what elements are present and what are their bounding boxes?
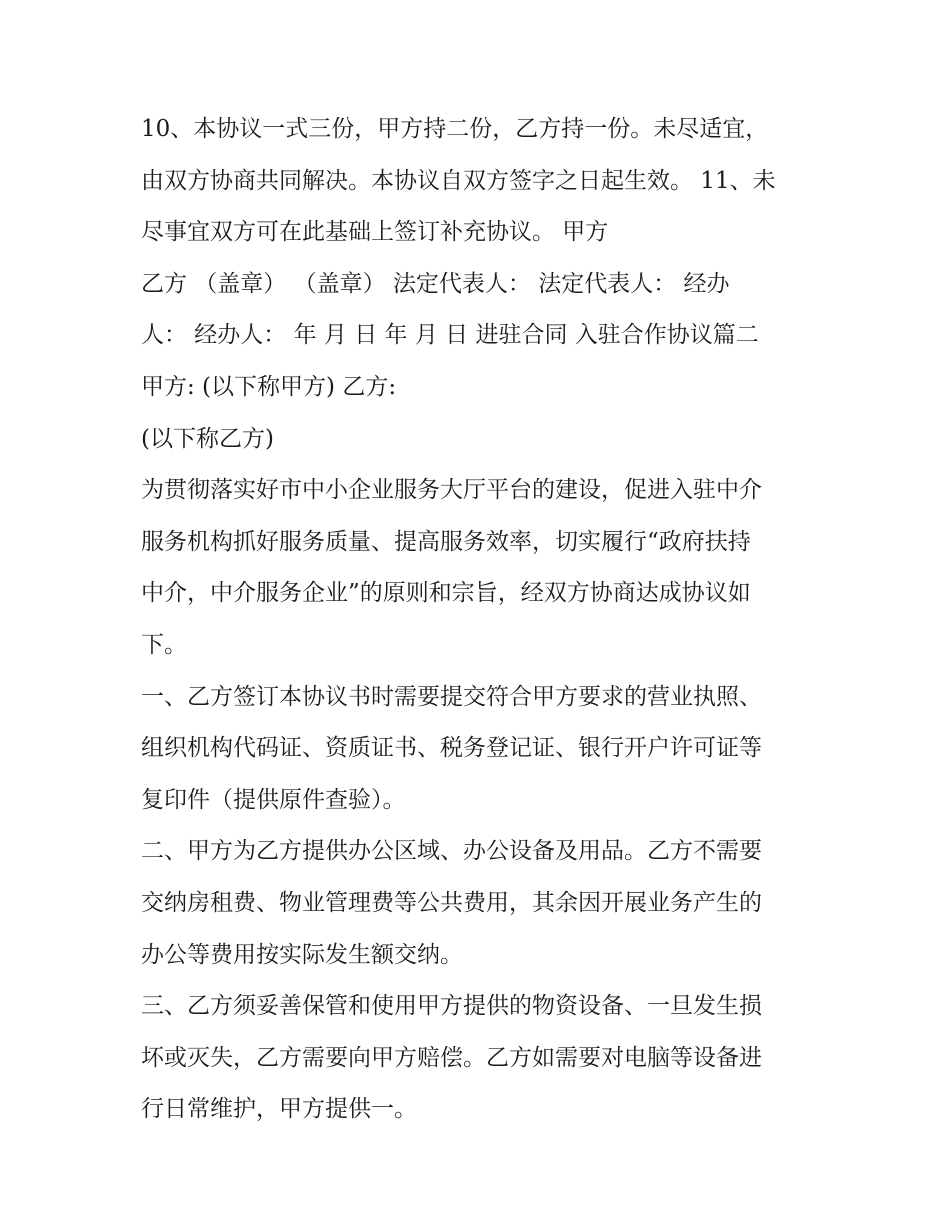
text-line: 甲方: (以下称甲方) 乙方: — [141, 373, 397, 400]
text-line: (以下称乙方) — [141, 425, 274, 452]
text-line: 尽事宜双方可在此基础上签订补充协议。 甲方 — [141, 219, 609, 246]
text-line: 一、乙方签订本协议书时需要提交符合甲方要求的营业执照、 — [141, 683, 762, 710]
text-line: 交纳房租费、物业管理费等公共费用，其余因开展业务产生的 — [141, 889, 762, 916]
text-line: 复印件（提供原件查验）。 — [141, 786, 406, 813]
text-line: 由双方协商共同解决。本协议自双方签字之日起生效。 11、未 — [141, 167, 776, 194]
text-line: 二、甲方为乙方提供办公区域、办公设备及用品。乙方不需要 — [141, 838, 762, 865]
text-line: 乙方 （盖章） （盖章） 法定代表人： 法定代表人： 经办 — [141, 270, 730, 297]
text-line: 人： 经办人： 年 月 日 年 月 日 进驻合同 入驻合作协议篇二 — [141, 322, 759, 349]
text-line: 组织机构代码证、资质证书、税务登记证、银行开户许可证等 — [141, 735, 762, 762]
text-line: 下。 — [141, 631, 187, 658]
text-line: 三、乙方须妥善保管和使用甲方提供的物资设备、一旦发生损 — [141, 993, 762, 1020]
text-line: 行日常维护，甲方提供一。 — [141, 1096, 417, 1123]
text-line: 服务机构抓好服务质量、提高服务效率，切实履行“政府扶持 — [141, 528, 751, 555]
text-line: 办公等费用按实际发生额交纳。 — [141, 941, 463, 968]
document-body — [141, 104, 821, 1136]
text-line: 坏或灭失，乙方需要向甲方赔偿。乙方如需要对电脑等设备进 — [141, 1044, 762, 1071]
text-line: 10、本协议一式三份，甲方持二份，乙方持一份。未尽适宜， — [141, 116, 769, 142]
text-line: 为贯彻落实好市中小企业服务大厅平台的建设，促进入驻中介 — [141, 477, 762, 504]
text-line: 中介，中介服务企业”的原则和宗旨，经双方协商达成协议如 — [141, 580, 751, 607]
